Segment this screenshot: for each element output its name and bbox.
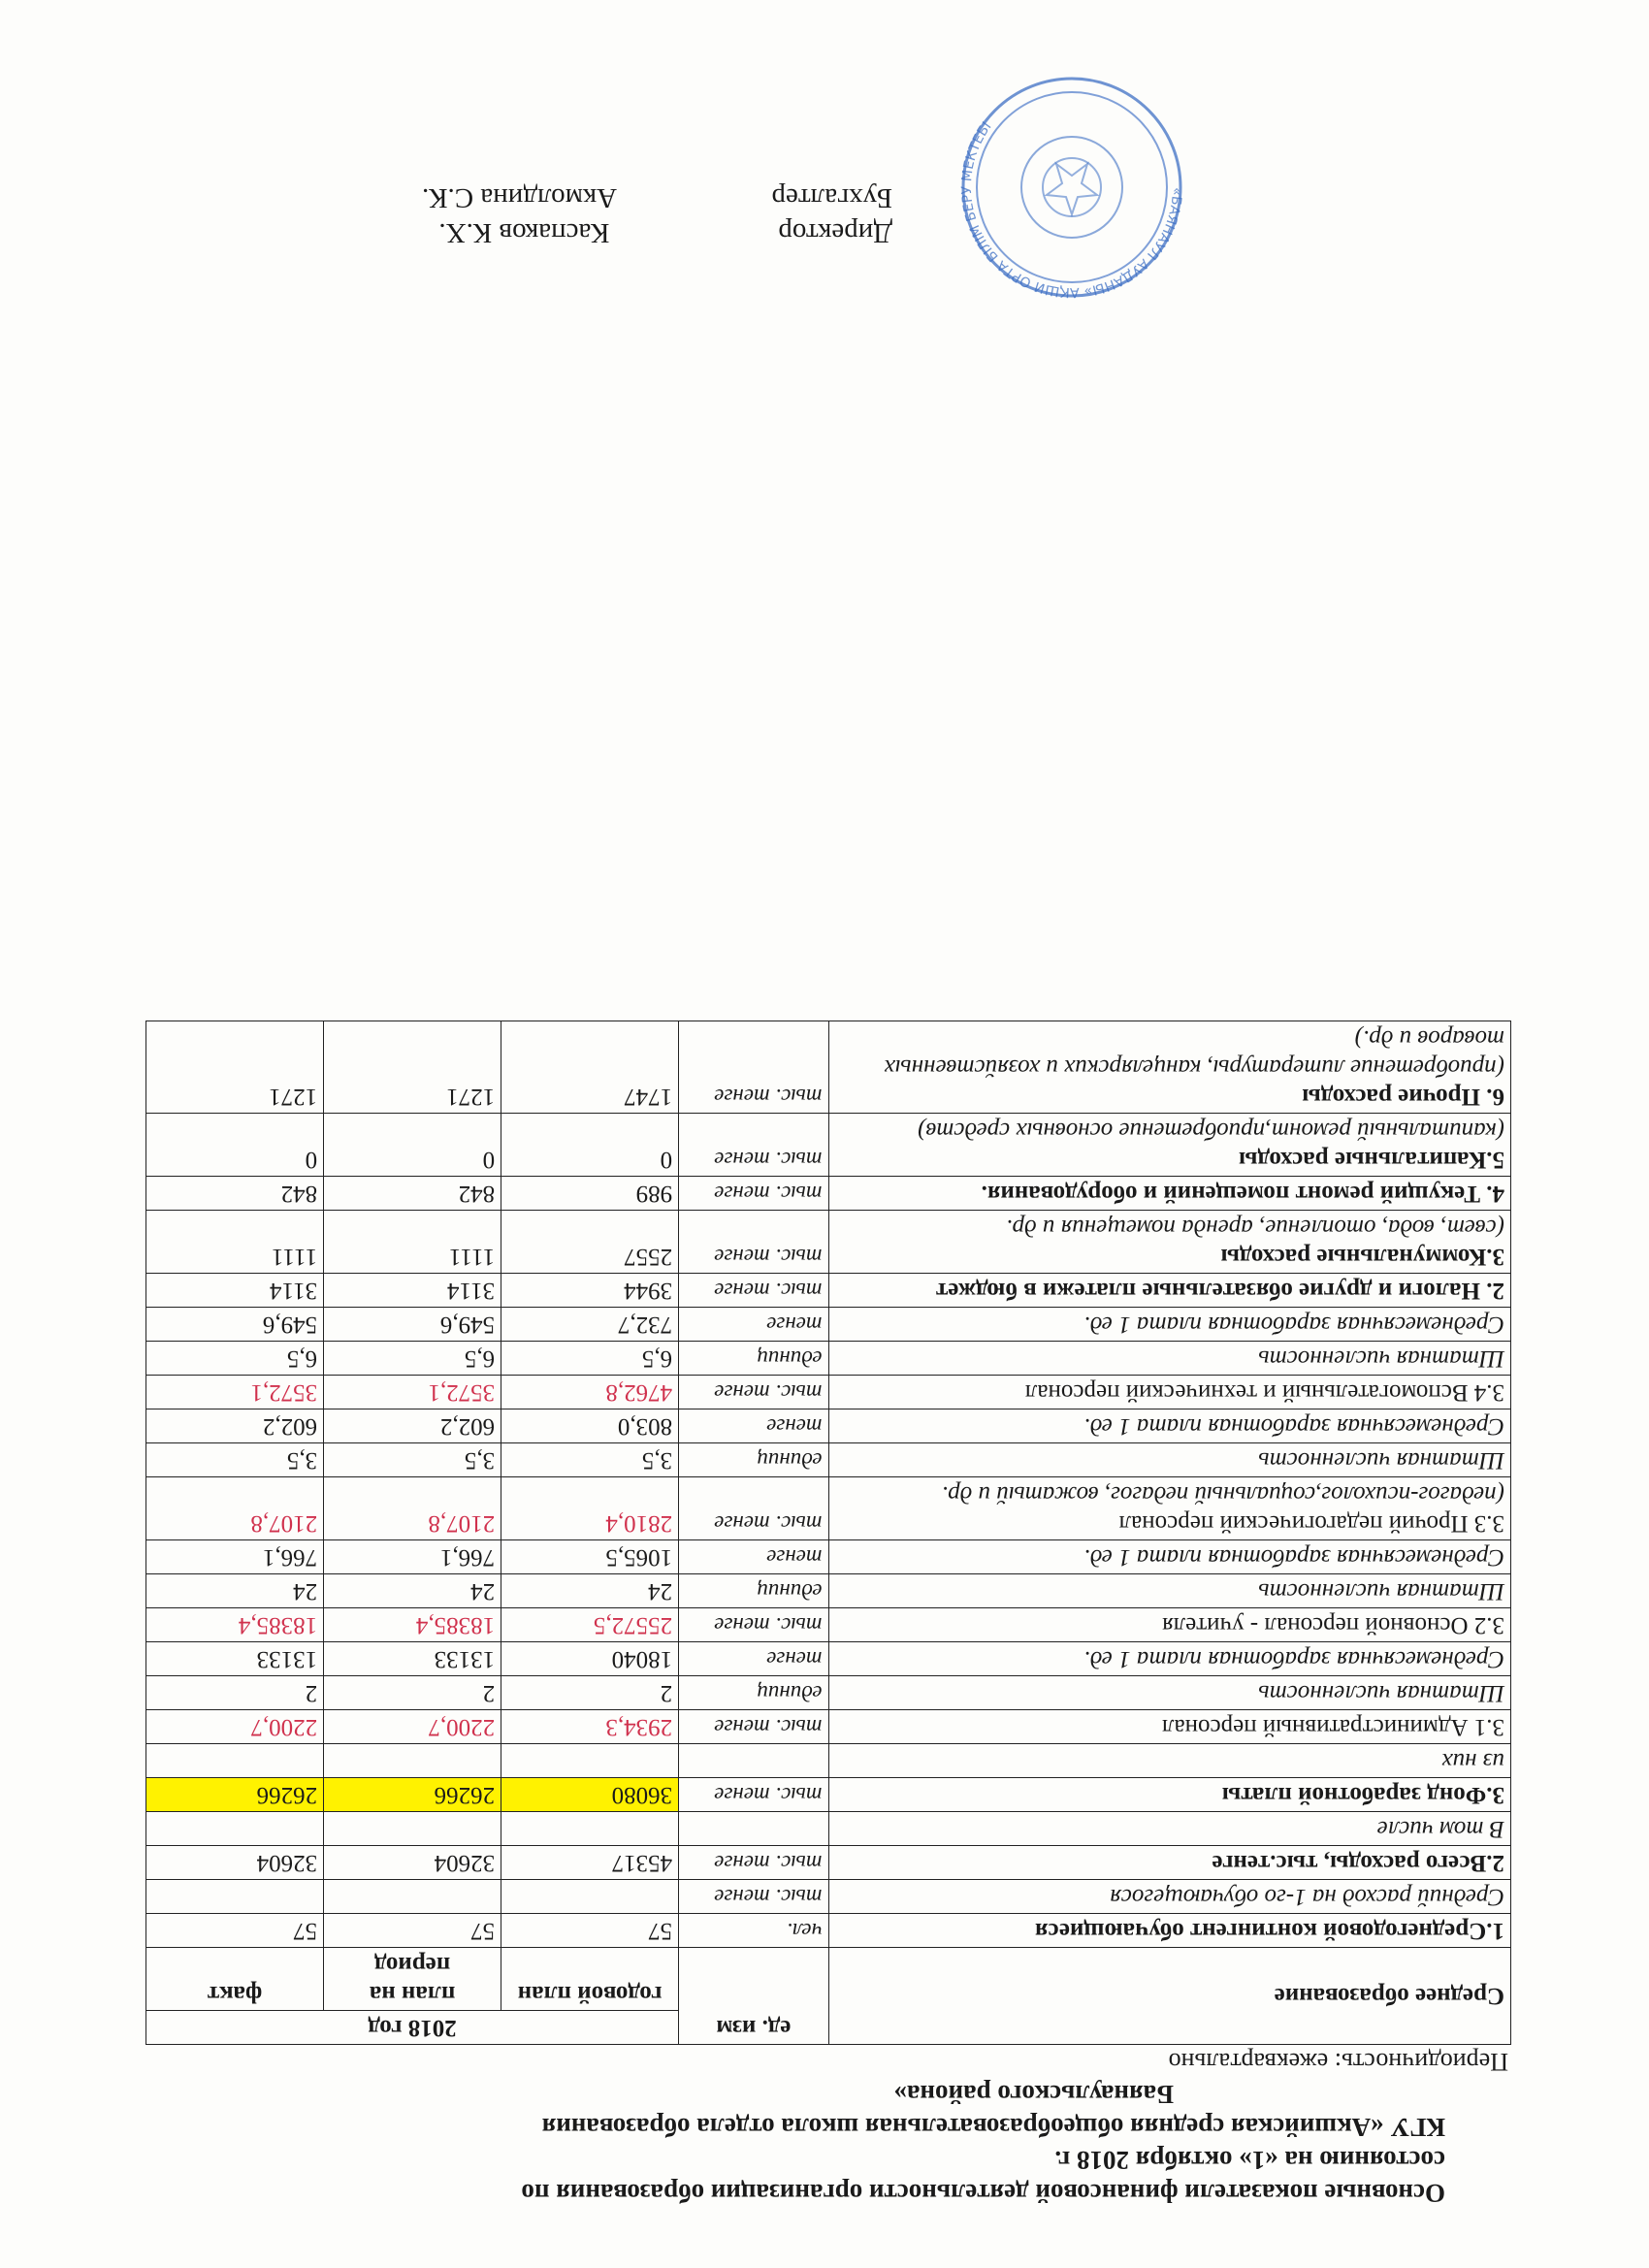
accountant-title: Бухгалтер [771,182,892,213]
row-unit: тыс. тенге [679,1021,828,1114]
row-label-cell [828,1608,1510,1642]
row-value-v2 [324,1744,501,1778]
header-plan-year: годовой план [501,1948,679,2011]
school-stamp [955,71,1188,304]
table-row [146,1211,1511,1274]
header-indicator: Среднее образование [828,1948,1510,2045]
table-row [146,1021,1511,1114]
row-unit: тыс. тенге [679,1846,828,1880]
director-name: Каспаков К.Х. [438,217,610,248]
table-row [146,1778,1511,1812]
row-value-v3: 2200,7 [146,1710,324,1744]
row-label: 1.Среднегодовой контингент обучающиеся [1034,1918,1504,1944]
row-value-v2 [324,1812,501,1846]
row-value-v3: 766,1 [146,1540,324,1574]
row-label: Среднемесячная заработная плата 1 ед. [1083,1312,1504,1338]
table-row [146,1744,1511,1778]
row-value-v3: 1271 [146,1021,324,1114]
row-unit [679,1812,828,1846]
row-value-v3: 13133 [146,1642,324,1676]
row-value-v1: 6,5 [501,1342,679,1376]
row-unit: тыс. тенге [679,1477,828,1540]
row-value-v1: 732,7 [501,1308,679,1342]
row-value-v1: 4762,8 [501,1376,679,1409]
table-row [146,1914,1511,1948]
row-unit: тыс. тенге [679,1608,828,1642]
row-value-v3: 57 [146,1914,324,1948]
header-line-3: КГУ «Акшийская средняя общеобразовательная школа отдела образования [541,2113,1445,2142]
row-label-cell [828,1443,1510,1477]
row-value-v1: 1065,5 [501,1540,679,1574]
table-row [146,1540,1511,1574]
row-label: 3.1 Административный персонал [1161,1714,1504,1740]
row-value-v3: 3,5 [146,1443,324,1477]
accountant-signature [422,180,892,215]
row-label: Средний расход на 1-го обучающегося [1110,1884,1504,1910]
row-value-v2: 2 [324,1676,501,1710]
table-header-row [146,2011,1511,2045]
row-label: 3.3 Прочий педагогический персонал [1118,1510,1504,1537]
table-row [146,1574,1511,1608]
table-row [146,1274,1511,1308]
row-label-cell [828,1710,1510,1744]
row-label-cell [828,1342,1510,1376]
row-value-v1: 3944 [501,1274,679,1308]
row-label-cell [828,1177,1510,1211]
row-value-v3 [146,1880,324,1914]
table-row [146,1477,1511,1540]
row-value-v3: 3572,1 [146,1376,324,1409]
signatures-block [422,180,892,250]
row-unit: единиц [679,1574,828,1608]
row-label: 2. Налоги и другие обязательные платежи в бюджет [935,1278,1504,1304]
row-value-v2: 1111 [324,1211,501,1274]
row-value-v3: 0 [146,1114,324,1177]
row-value-v2: 26266 [324,1778,501,1812]
row-sublabel: (приобретение литературы, канцелярских и хозяйственных товаров и др.) [884,1025,1504,1081]
row-label: Среднемесячная заработная плата 1 ед. [1083,1544,1504,1571]
row-value-v2: 3,5 [324,1443,501,1477]
row-unit: тыс. тенге [679,1211,828,1274]
row-unit: тенге [679,1540,828,1574]
row-value-v2: 57 [324,1914,501,1948]
financial-table [146,1021,1511,2045]
row-label-cell [828,1308,1510,1342]
row-label: В том числе [1376,1816,1504,1842]
row-value-v1: 989 [501,1177,679,1211]
row-label: 6. Прочие расходы [1302,1084,1504,1110]
row-value-v1: 18040 [501,1642,679,1676]
row-value-v3 [146,1812,324,1846]
row-value-v3 [146,1744,324,1778]
table-row [146,1676,1511,1710]
row-label-cell [828,1880,1510,1914]
row-value-v1: 24 [501,1574,679,1608]
table-body [146,1021,1511,1948]
header-line-4: Баянаульского района» [893,2080,1174,2109]
row-value-v1: 2557 [501,1211,679,1274]
table-row [146,1812,1511,1846]
row-unit [679,1744,828,1778]
row-unit: тыс. тенге [679,1177,828,1211]
row-value-v1 [501,1880,679,1914]
row-value-v3: 24 [146,1574,324,1608]
table-row [146,1443,1511,1477]
row-label-cell [828,1114,1510,1177]
row-value-v2: 2200,7 [324,1710,501,1744]
row-value-v3: 26266 [146,1778,324,1812]
table-row [146,1409,1511,1443]
row-label-cell [828,1846,1510,1880]
row-value-v2: 842 [324,1177,501,1211]
row-label: Штатная численность [1258,1447,1504,1474]
row-label-cell [828,1778,1510,1812]
row-value-v1: 2934,3 [501,1710,679,1744]
row-value-v1: 57 [501,1914,679,1948]
row-value-v3: 1111 [146,1211,324,1274]
header-line-2: состоянию на «1» октября 2018 г. [1054,2146,1445,2175]
row-label: 2.Всего расходы, тыс.тенге [1212,1850,1504,1876]
table-row [146,1308,1511,1342]
row-label: 4. Текущий ремонт помещений и оборудования. [981,1181,1504,1207]
row-unit: тыс. тенге [679,1710,828,1744]
row-value-v3: 842 [146,1177,324,1211]
table-row [146,1642,1511,1676]
row-value-v3: 602,2 [146,1409,324,1443]
table-row [146,1846,1511,1880]
row-value-v1: 45317 [501,1846,679,1880]
row-value-v1 [501,1744,679,1778]
row-label-cell [828,1676,1510,1710]
row-label-cell [828,1274,1510,1308]
header-unit: ед. изм [679,1948,828,2045]
document-header [126,2078,1484,2210]
row-label-cell [828,1211,1510,1274]
row-sublabel: (педагог-психолог,социальный педагог, вожатый и др. [941,1481,1504,1507]
row-label: Штатная численность [1258,1578,1504,1604]
row-label: 3.4 Вспомогательный и технический персонал [1024,1379,1504,1406]
row-label: Среднемесячная заработная плата 1 ед. [1083,1646,1504,1672]
header-fact: факт [146,1948,324,2011]
row-value-v3: 18385,4 [146,1608,324,1642]
row-label-cell [828,1376,1510,1409]
table-row [146,1177,1511,1211]
director-title: Директор [778,217,892,248]
row-value-v1: 3,5 [501,1443,679,1477]
row-value-v1: 2810,4 [501,1477,679,1540]
row-value-v1: 25572,5 [501,1608,679,1642]
row-value-v2: 6,5 [324,1342,501,1376]
row-label: 3.2 Основной персонал - учителя [1162,1612,1504,1638]
row-label-cell [828,1812,1510,1846]
row-value-v2: 32604 [324,1846,501,1880]
row-label-cell [828,1642,1510,1676]
row-unit: единиц [679,1342,828,1376]
row-label-cell [828,1914,1510,1948]
row-label-cell [828,1021,1510,1114]
row-value-v2: 602,2 [324,1409,501,1443]
row-unit: тыс. тенге [679,1880,828,1914]
row-value-v2: 1271 [324,1021,501,1114]
row-label: Среднемесячная заработная плата 1 ед. [1083,1413,1504,1440]
row-unit: единиц [679,1443,828,1477]
row-label-cell [828,1744,1510,1778]
row-label: из них [1441,1748,1504,1774]
row-value-v2 [324,1880,501,1914]
stamp-text-path: «БАЯНАУЛ АУДАНЫ» АҚШИ ОРТА БІЛІМ БЕРУ МЕКТЕБІ [958,118,1185,301]
row-unit: тенге [679,1308,828,1342]
row-value-v1: 2 [501,1676,679,1710]
row-value-v2: 24 [324,1574,501,1608]
row-value-v2: 18385,4 [324,1608,501,1642]
row-unit: единиц [679,1676,828,1710]
row-value-v2: 2107,8 [324,1477,501,1540]
row-value-v2: 3572,1 [324,1376,501,1409]
row-value-v2: 13133 [324,1642,501,1676]
row-label: Штатная численность [1258,1345,1504,1372]
row-value-v1: 803,0 [501,1409,679,1443]
row-label: 3.Фонд заработной платы [1221,1782,1504,1808]
row-value-v3: 3114 [146,1274,324,1308]
row-sublabel: (свет, вода, отопление, аренда помещения и др. [1006,1215,1504,1241]
row-unit: тенге [679,1409,828,1443]
row-value-v3: 6,5 [146,1342,324,1376]
header-line-1: Основные показатели финансовой деятельности организации образования по [521,2179,1445,2208]
periodicity-note: Периодичность: ежеквартально [1168,2048,1508,2076]
header-plan-period: план на период [324,1948,501,2011]
table-row [146,1342,1511,1376]
row-unit: тыс. тенге [679,1114,828,1177]
row-value-v3: 32604 [146,1846,324,1880]
row-label: 3.Коммунальные расходы [1220,1244,1504,1270]
row-value-v1 [501,1812,679,1846]
row-unit: тыс. тенге [679,1274,828,1308]
row-sublabel: (капитальный ремонт,приобретение основных средств) [918,1118,1504,1144]
row-value-v2: 766,1 [324,1540,501,1574]
row-unit: чел. [679,1914,828,1948]
stamp-text [959,119,1184,300]
row-value-v3: 2 [146,1676,324,1710]
row-unit: тыс. тенге [679,1376,828,1409]
row-value-v1: 36080 [501,1778,679,1812]
row-value-v2: 549,6 [324,1308,501,1342]
table-row [146,1114,1511,1177]
accountant-name: Акмолдина С.К. [421,182,618,213]
row-unit: тыс. тенге [679,1778,828,1812]
table-row [146,1880,1511,1914]
table-row [146,1608,1511,1642]
row-value-v2: 0 [324,1114,501,1177]
director-signature [422,215,892,250]
row-label-cell [828,1409,1510,1443]
row-value-v3: 549,6 [146,1308,324,1342]
row-label-cell [828,1477,1510,1540]
row-unit: тенге [679,1642,828,1676]
row-value-v1: 0 [501,1114,679,1177]
row-label: 5.Капитальные расходы [1238,1147,1504,1173]
row-value-v1: 1747 [501,1021,679,1114]
row-label: Штатная численность [1258,1680,1504,1706]
row-value-v2: 3114 [324,1274,501,1308]
row-label-cell [828,1574,1510,1608]
row-value-v3: 2107,8 [146,1477,324,1540]
table-row [146,1376,1511,1409]
row-label-cell [828,1540,1510,1574]
table-row [146,1710,1511,1744]
header-year: 2018 год [146,2011,679,2045]
